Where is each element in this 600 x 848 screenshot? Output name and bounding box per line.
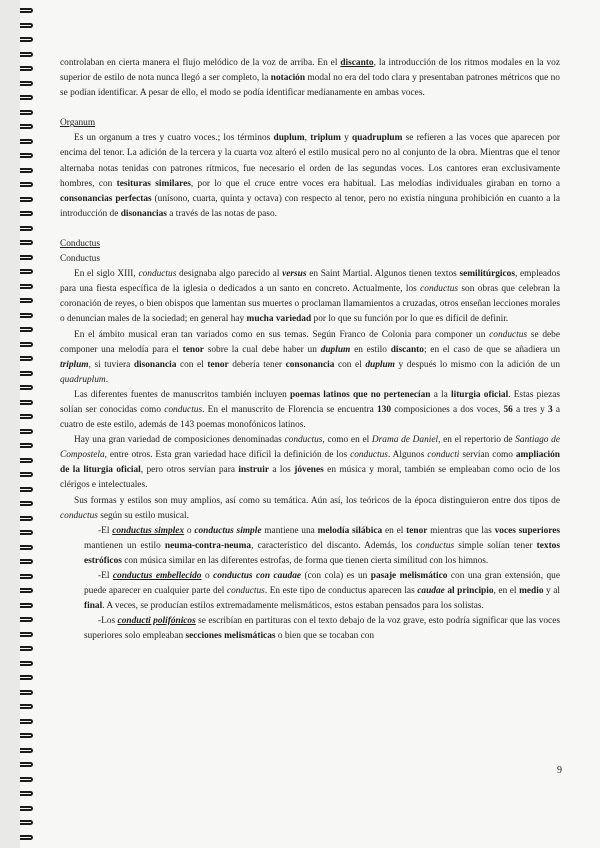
text: , entre otros. Esta gran variedad hace difícil la definición de los: [104, 450, 351, 461]
spiral-ring: [20, 37, 33, 42]
text: -Los: [98, 616, 118, 627]
spiral-ring: [20, 719, 33, 724]
spiral-ring: [20, 168, 33, 173]
term-final: final: [84, 601, 103, 612]
spiral-ring: [20, 124, 33, 129]
term-tenor: tenor: [182, 344, 204, 355]
term-jovenes: jóvenes: [294, 465, 324, 476]
text: , en el repertorio de: [438, 435, 516, 446]
text: Sus formas y estilos son muy amplios, así como su temática. Aún así, los teóricos de la época distinguieron entre dos tipos de: [74, 495, 560, 506]
text: servían como: [459, 450, 516, 461]
term-textos-estroficos: textos estróficos: [84, 540, 560, 566]
text: o bien que se tocaban con: [275, 631, 375, 642]
notebook-page: [20, 0, 600, 848]
text: . Estas piezas solían ser conocidas como: [60, 389, 560, 415]
term-drama-de-daniel: Drama de Daniel: [371, 435, 439, 446]
spiral-ring: [20, 516, 33, 521]
text: a los: [269, 465, 295, 476]
term-liturgia-oficial: liturgia oficial: [451, 389, 509, 400]
spiral-ring: [20, 23, 33, 28]
intro-paragraph: [60, 56, 560, 101]
term-conductus: conductus: [138, 269, 177, 280]
term-conductus: conductus: [350, 450, 388, 461]
term-disonancia: disonancia: [133, 359, 177, 370]
number-3: 3: [547, 404, 553, 415]
text: se debe componer una melodía para el: [60, 329, 560, 355]
text: Las diferentes fuentes de manuscritos también incluyen: [74, 389, 290, 400]
term-conductus: conductus: [60, 510, 98, 521]
spiral-ring: [20, 414, 33, 419]
text: -El: [98, 571, 113, 581]
spiral-ring: [20, 733, 33, 738]
number-130: 130: [377, 404, 392, 415]
spiral-ring: [20, 806, 33, 811]
term-tenor: tenor: [406, 525, 428, 536]
spiral-binding: [20, 8, 36, 840]
spiral-ring: [20, 748, 33, 753]
text: composiciones a dos voces,: [391, 404, 504, 415]
term-conducti: conducti: [427, 450, 460, 461]
subheading-conductus: Conductus: [60, 254, 100, 265]
number-56: 56: [503, 404, 513, 415]
spiral-ring: [20, 661, 33, 666]
text: mientras que las: [427, 525, 495, 536]
term-quadruplum: quadruplum: [60, 374, 106, 385]
text: designaba algo parecido al: [176, 269, 283, 280]
text: y al: [543, 586, 561, 597]
conductus-paragraph-2: [60, 328, 560, 388]
spiral-ring: [20, 675, 33, 680]
text: con el: [334, 359, 366, 370]
text: a la: [430, 389, 451, 400]
text: en el: [382, 525, 407, 536]
spiral-ring: [20, 458, 33, 463]
text: , pero otros servían para: [140, 465, 239, 476]
term-conductus: conductus: [489, 329, 528, 340]
text: simple solían tener: [454, 540, 537, 551]
conductus-paragraph-5: [60, 494, 560, 524]
text: a cuatro de este estilo, además de 143 poemas monofónicos latinos.: [60, 404, 561, 431]
organum-paragraph: [60, 131, 560, 222]
term-conductus: conductus: [416, 540, 455, 551]
text: Es un organum a tres y cuatro voces.; los términos: [74, 133, 274, 144]
text: y después lo mismo con la adición de un: [394, 359, 560, 370]
text: modal no era del todo clara y presentaban patrones métricos que no se podían identificar. A pesar de ello, el modo se podía identificar medianamente en ambas voces.: [60, 73, 560, 99]
text: . En este tipo de conductus aparecen las: [264, 586, 418, 597]
term-pasaje-melismatico: pasaje melismático: [370, 571, 448, 581]
term-variedad: mucha variedad: [246, 314, 312, 325]
spiral-ring: [20, 429, 33, 434]
term-poemas-latinos: poemas latinos que no pertenecían: [289, 389, 431, 400]
term-neuma: neuma-contra-neuma: [164, 540, 252, 551]
spiral-ring: [20, 617, 33, 622]
spiral-ring: [20, 472, 33, 477]
term-melodia-silabica: melodía silábica: [317, 525, 383, 536]
text: . A veces, se producían estilos extremadamente melismáticos, estos estaban pensados para los solistas.: [102, 601, 484, 612]
term-notacion: notación: [270, 73, 306, 84]
spiral-ring: [20, 820, 33, 825]
term-triplum: triplum: [60, 359, 89, 370]
term-caudae: caudae: [417, 586, 445, 597]
term-medio: medio: [519, 586, 544, 597]
spiral-ring: [20, 211, 33, 216]
text: , la introducción de los ritmos modales en la voz superior de estilo de nota nunca llegó a ser completo, la: [60, 58, 560, 84]
spiral-ring: [20, 226, 33, 231]
text: con música similar en las diferentes estrofas, de forma que tienen cierta similitud con los himnos.: [121, 555, 489, 566]
spiral-ring: [20, 298, 33, 303]
text: por lo que su función por lo que es difícil de definir.: [311, 314, 509, 325]
text: , característico del discanto. Además, los: [251, 540, 417, 551]
text: según su estilo musical.: [97, 510, 189, 521]
text: , si tuviera: [88, 359, 134, 370]
section-heading-organum: Organum: [60, 118, 96, 129]
term-triplum: triplum: [310, 133, 341, 144]
text: , como en el: [322, 435, 372, 446]
term-versus: versus: [282, 269, 307, 280]
text: y: [340, 133, 353, 144]
text: con el: [176, 359, 208, 370]
term-quadruplum: quadruplum: [352, 133, 403, 144]
spiral-ring: [20, 545, 33, 550]
text: En el ámbito musical eran tan variados como en sus temas. Según Franco de Colonia para componer un: [74, 329, 490, 340]
text: mantiene una: [261, 525, 318, 536]
spiral-ring: [20, 835, 33, 840]
spiral-ring: [20, 646, 33, 651]
term-ampliacion: ampliación de la liturgia oficial: [60, 450, 560, 476]
text: son obras que celebran la coronación de reyes, o bien obispos que lamentan sus muertes o proclaman llamamientos a cruzadas, otros enseñan lecciones morales o denuncian males de la sociedad; en general hay: [60, 284, 560, 325]
spiral-ring: [20, 269, 33, 274]
term-semiliturgicos: semilitúrgicos: [459, 269, 515, 280]
term-tesituras: tesituras similares: [116, 178, 191, 189]
spiral-ring: [20, 313, 33, 318]
text: o: [201, 571, 214, 581]
spiral-ring: [20, 704, 33, 709]
term-conducti-polifonicos: conducti polifónicos: [117, 616, 196, 627]
text: en música y moral, también se empleaban como ocio de los clérigos e intelectuales.: [60, 465, 561, 491]
spiral-ring: [20, 110, 33, 115]
spiral-ring: [20, 255, 33, 260]
term-duplum: duplum: [273, 133, 305, 144]
subsection-embellecido: [60, 569, 560, 614]
term-duplum: duplum: [320, 344, 351, 355]
conductus-paragraph-4: [60, 433, 560, 493]
spiral-ring: [20, 690, 33, 695]
text: . En el manuscrito de Florencia se encuentra: [202, 404, 378, 415]
section-heading-conductus: Conductus: [60, 238, 100, 249]
term-consonancia: consonancia: [285, 359, 335, 370]
term-duplum: duplum: [365, 359, 395, 370]
text: debería tener: [228, 359, 286, 370]
term-santiago: Santiago de Compostela: [60, 435, 560, 461]
term-tenor: tenor: [207, 359, 229, 370]
text: a tres y: [512, 404, 548, 415]
text: . Algunos: [387, 450, 428, 461]
text: se refieren a las voces que aparecen por encima del tenor. La adición de la tercera y la cuarta voz alteró el estilo musical pero no al conjunto de la obra. Mientras que el tenor alternaba notas tenidas con patrones rítmicos, fue necesario el orden de las segundas voces. Los cantores eran exclusivamente hombres, con: [60, 133, 561, 189]
text: , empleados para una fiesta específica de la iglesia o dedicados a un santo en concreto. Actualmente, los: [60, 269, 560, 295]
spiral-ring: [20, 52, 33, 57]
text: o: [184, 525, 195, 536]
term-principio: al principio: [447, 586, 494, 597]
spiral-ring: [20, 95, 33, 100]
term-discanto: discanto: [390, 344, 424, 355]
page-number: 9: [557, 765, 562, 776]
spiral-ring: [20, 530, 33, 535]
term-discanto: discanto: [340, 58, 374, 68]
conductus-paragraph-1: [60, 267, 560, 327]
term-instruir: instruir: [238, 465, 269, 476]
text: con una gran extensión, que puede aparecer en cualquier parte del: [84, 571, 560, 597]
text: se escribían en partituras con el texto debajo de la voz grave, esto podría significar que las voces superiores solo empleaban: [84, 616, 560, 642]
text: ; en el caso de que se añadiera un: [423, 344, 561, 355]
spiral-ring: [20, 443, 33, 448]
text: sobre la cual debe haber un: [203, 344, 321, 355]
spiral-ring: [20, 8, 33, 13]
spiral-ring: [20, 559, 33, 564]
text: -El: [98, 525, 113, 536]
spiral-ring: [20, 632, 33, 637]
spiral-ring: [20, 791, 33, 796]
spiral-ring: [20, 240, 33, 245]
text: mantienen un estilo: [84, 540, 165, 551]
term-conductus-caudae: conductus con caudae: [213, 571, 302, 581]
spiral-ring: [20, 385, 33, 390]
spiral-ring: [20, 197, 33, 202]
term-conductus: conductus: [420, 284, 459, 295]
term-conductus: conductus: [164, 404, 203, 415]
spiral-ring: [20, 777, 33, 782]
text: controlaban en cierta manera el flujo melódico de la voz de arriba. En el: [60, 58, 341, 68]
term-conductus-simple: conductus simple: [194, 525, 262, 536]
text: Hay una gran variedad de composiciones denominadas: [74, 435, 285, 446]
spiral-ring: [20, 182, 33, 187]
term-secciones-melismaticas: secciones melismáticas: [185, 631, 276, 642]
spiral-ring: [20, 603, 33, 608]
text: En el siglo XIII,: [74, 269, 139, 280]
conductus-paragraph-3: [60, 388, 560, 433]
term-conductus: conductus: [226, 586, 265, 597]
text: , por lo que el cruce entre voces era habitual. Las melodías individuales giraban en torno a: [190, 178, 560, 189]
term-voces-superiores: voces superiores: [494, 525, 561, 536]
spiral-ring: [20, 153, 33, 158]
text: en Saint Martial. Algunos tienen textos: [306, 269, 460, 280]
spiral-ring: [20, 762, 33, 767]
text: (unísono, cuarta, quinta y octava) con respecto al tenor, pero no existía ninguna prohibición en cuanto a la introducción de: [60, 193, 561, 219]
spiral-ring: [20, 139, 33, 144]
term-conductus-embellecido: conductus embellecido: [112, 571, 202, 581]
spiral-ring: [20, 501, 33, 506]
term-disonancias: disonancias: [120, 208, 167, 219]
subsection-polifonicos: [60, 614, 560, 644]
spiral-ring: [20, 400, 33, 405]
term-consonancias: consonancias perfectas: [60, 193, 152, 204]
spiral-ring: [20, 356, 33, 361]
term-conductus-simplex: conductus simplex: [112, 525, 185, 536]
text: .: [105, 374, 109, 385]
text: ,: [304, 133, 311, 144]
spiral-ring: [20, 66, 33, 71]
text: (con cola) es un: [301, 571, 371, 581]
spiral-ring: [20, 327, 33, 332]
spiral-ring: [20, 574, 33, 579]
text: en estilo: [350, 344, 391, 355]
spiral-ring: [20, 487, 33, 492]
spiral-ring: [20, 342, 33, 347]
spiral-ring: [20, 371, 33, 376]
term-conductus: conductus: [284, 435, 323, 446]
spiral-ring: [20, 81, 33, 86]
subsection-simplex: [60, 524, 560, 569]
text: a través de las notas de paso.: [166, 208, 277, 219]
document-body: [60, 56, 560, 644]
spiral-ring: [20, 588, 33, 593]
text: , en el: [493, 586, 520, 597]
spiral-ring: [20, 284, 33, 289]
